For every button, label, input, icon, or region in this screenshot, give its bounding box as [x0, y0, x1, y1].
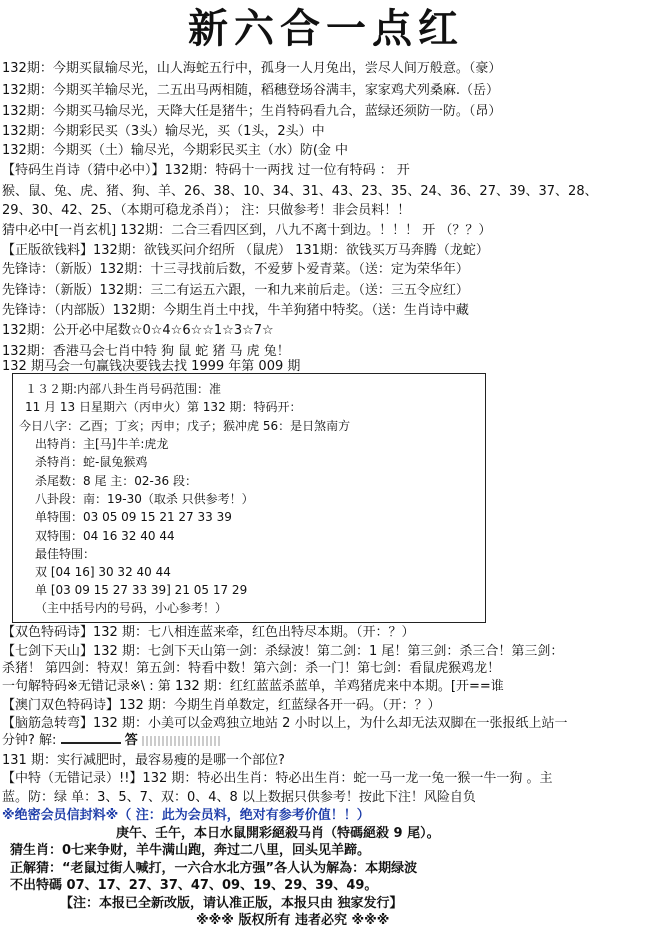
box-line-7: 八卦段：南：19-30（取杀 只供参考！） — [35, 492, 254, 506]
box-line-11: 双 [04 16] 30 32 40 44 — [35, 565, 171, 579]
line-16: 132 期马会一句赢钱决要钱去找 1999 年第 009 期 — [2, 359, 301, 374]
blurred-answer — [142, 736, 222, 746]
lower-line-11: ※绝密会员信封料※（ 注：此为会员料，绝对有参考价值！！） — [2, 808, 370, 823]
lower-line-4: 一句解特码※无错记录※\ : 第 132 期：红红蓝蓝杀蓝单，羊鸡猪虎来中本期。[开==谁 — [2, 679, 504, 694]
lower-line-10: 蓝。防：绿 单：3、5、7、双：0、4、8 以上数据只供参考！按此下注！风险自负 — [2, 790, 476, 805]
line-14: 132期：公开必中尾数☆0☆4☆6☆☆1☆3☆7☆ — [2, 323, 274, 338]
lower-line-1: 【双色特码诗】132 期：七八相连蓝来牵，红色出特尽本期。（开：？） — [2, 625, 415, 640]
lower-line-2: 【七剑下天山】132 期：七剑下天山第一剑：杀绿波！第二剑：1 尾！第三剑：杀三合！第三剑： — [2, 644, 564, 659]
lower-line-5: 【澳门双色特码诗】132 期：今期生肖单数定，红蓝绿各开一码。（开：？） — [2, 698, 441, 713]
box-line-10: 最佳特围： — [35, 547, 96, 561]
line-15: 132期：香港马会七肖中特 狗 鼠 蛇 猪 马 虎 兔！ — [2, 344, 290, 359]
line-10: 【正版欲钱料】132期：欲钱买问介绍所 （鼠虎） 131期：欲钱买万马奔腾（龙蛇） — [2, 243, 489, 258]
line-8: 29、30、42、25、（本期可稳龙杀肖）； 注：只做参考！非会员料！！ — [2, 203, 411, 218]
lower-line-8: 131 期：实行减肥时，最容易瘦的是哪一个部位? — [2, 753, 285, 768]
line-5: 132期：今期买（土）输尽光，今期彩民买主（水）防(金 中 — [2, 143, 349, 158]
answer-underline — [61, 734, 121, 744]
box-line-6: 杀尾数：8 尾 主：02-36 段： — [35, 474, 197, 488]
line-6: 【特码生肖诗（猜中必中）】132期：特码十一两找 过一位有特码 ： 开 — [2, 163, 410, 178]
lower-line-7 — [2, 730, 650, 751]
box-line-2: 11 月 13 日星期六（丙申火）第 132 期：特码开： — [25, 400, 302, 414]
line-11: 先锋诗：（新版）132期：十三寻找前后数，不爱萝卜爱青菜。（送：定为荣华年） — [2, 262, 469, 277]
line-2: 132期：今期买羊输尽光，二五出马两相随，稻穗登场谷满丰，家家鸡犬列桑麻.（岳） — [2, 83, 499, 98]
lower-line-9: 【中特（无错记录）!!】132 期：特必出生肖：特必出生肖：蛇一马一龙一兔一猴一牛一狗 。主 — [2, 771, 553, 786]
lower-line-17: ※※※ 版权所有 违者必究 ※※※ — [196, 913, 390, 928]
line-12: 先锋诗：（新版）132期：三二有运五六跟，一和九来前后走。（送：三五令应红） — [2, 283, 469, 298]
box-line-8: 单特围：03 05 09 15 21 27 33 39 — [35, 510, 232, 524]
line-1: 132期：今期买鼠输尽光，山人海蛇五行中，孤身一人月兔出，尝尽人间万般意。（豪） — [2, 61, 502, 76]
box-line-1: １３２期:内部八卦生肖号码范围：准 — [25, 382, 222, 396]
lower-line-3: 杀猪！ 第四剑：特双！第五剑：特看中数！第六剑：杀一门！第七剑：看鼠虎猴鸡龙！ — [2, 661, 501, 676]
riddle-answer-prefix: 分钟? 解: — [2, 733, 57, 748]
line-13: 先锋诗：（内部版）132期：今期生肖土中找，牛羊狗猪中特奖。（送：生肖诗中藏 — [2, 303, 469, 318]
lower-line-16: 【注：本报已全新改版，请认准正版，本报只由 独家发行】 — [60, 896, 403, 911]
box-line-13: （主中括号内的号码，小心参考！） — [35, 601, 228, 615]
box-line-9: 双特围：04 16 32 40 44 — [35, 529, 175, 543]
lower-line-14: 正解猜：“老鼠过街人喊打，一六合水北方强”各人认为解為：本期绿波 — [10, 861, 418, 876]
box-line-3: 今日八字：乙酉；丁亥；丙申；戊子；猴冲虎 56：是日煞南方 — [19, 419, 351, 433]
lower-line-6: 【脑筋急转弯】132 期：小美可以金鸡独立地站 2 小时以上，为什么却无法双脚在一张报纸上站一 — [2, 716, 568, 731]
line-4: 132期：今期彩民买（3头）输尽光，买（1头，2头）中 — [2, 124, 325, 139]
line-9: 猜中必中[一肖玄机] 132期：二合三看四区到，八九不离十到边。！！！ 开 （？？） — [2, 223, 492, 238]
box-line-4: 出特肖：主[马]牛羊:虎龙 — [35, 437, 169, 451]
line-3: 132期：今期买马输尽光，天降大任是猪牛；生肖特码看九合，蓝绿还须防一防。（昂） — [2, 104, 502, 119]
page-title: 新六合一点红 — [188, 5, 464, 52]
line-7: 猴、鼠、兔、虎、猪、狗、羊、26、38、10、34、31、43、23、35、24、36、27、39、37、28、 — [2, 184, 598, 199]
box-line-12: 单 [03 09 15 27 33 39] 21 05 17 29 — [35, 583, 248, 597]
zodiac-box — [12, 373, 486, 623]
lower-line-15: 不出特碼 07、17、27、37、47、09、19、29、39、49。 — [10, 878, 378, 893]
lower-line-13: 猜生肖：0七来争财，羊牛满山跑，奔过二八里，回头见羊蹄。 — [10, 843, 371, 858]
answer-label: 答 — [124, 733, 138, 748]
lower-line-12: 庚午、壬午，本日水鼠開彩絕殺马肖（特碼絕殺 9 尾）。 — [116, 826, 440, 841]
box-line-5: 杀特肖：蛇-鼠兔猴鸡 — [35, 455, 148, 469]
